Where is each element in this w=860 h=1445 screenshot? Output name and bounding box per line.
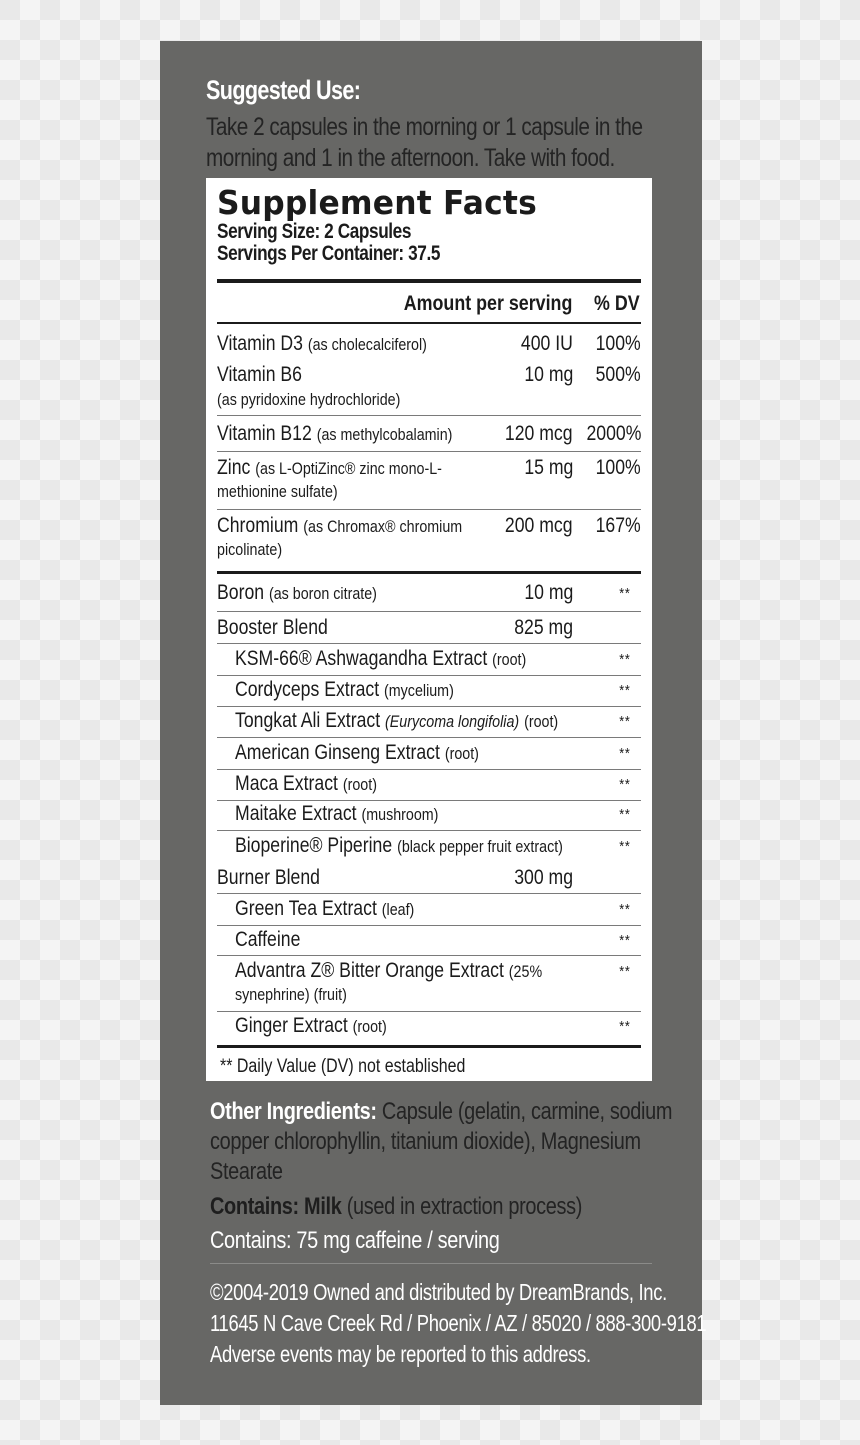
- ingredient-name: Maitake Extract: [235, 802, 357, 825]
- ingredient-name: Cordyceps Extract: [235, 678, 380, 701]
- nutrient-dv: 2000%: [586, 422, 641, 445]
- ingredient-note: (black pepper fruit extract): [397, 837, 563, 856]
- row-separator: [217, 925, 641, 926]
- ingredient-note-latin: (Eurycoma longifolia): [385, 712, 520, 731]
- nutrient-amount: 10 mg: [523, 581, 573, 604]
- nutrient-name: Vitamin B6: [217, 363, 302, 386]
- row-separator: [217, 643, 641, 644]
- nutrient-note: (as cholecalciferol): [307, 335, 427, 354]
- nutrient-name: Vitamin D3: [217, 332, 303, 355]
- nutrient-amount: 15 mg: [523, 456, 573, 479]
- suggested-use-line: morning and 1 in the afternoon. Take with food.: [206, 144, 615, 172]
- thick-rule: [217, 279, 641, 283]
- ingredient-note: (root): [352, 1017, 387, 1036]
- dv-footnote: ** Daily Value (DV) not established: [220, 1056, 466, 1077]
- ingredient-note: (root): [342, 775, 377, 794]
- nutrient-note: picolinate): [217, 540, 283, 559]
- nutrient-dv: 500%: [595, 363, 641, 386]
- header-dv: % DV: [594, 292, 640, 315]
- nutrient-amount: 10 mg: [523, 363, 573, 386]
- ingredient-dv: **: [619, 963, 631, 980]
- ingredient-note: (mushroom): [361, 805, 439, 824]
- ingredient-note: (leaf): [381, 900, 415, 919]
- row-separator: [217, 509, 641, 510]
- nutrient-name: Chromium: [217, 514, 299, 537]
- ingredient-dv: **: [619, 713, 631, 730]
- serving-size: Serving Size: 2 Capsules: [217, 220, 412, 243]
- suggested-use-line: Take 2 capsules in the morning or 1 capsule in the: [206, 113, 643, 141]
- other-ingredients-line: Stearate: [210, 1158, 283, 1185]
- nutrient-note: (as boron citrate): [268, 584, 377, 603]
- nutrient-name: Boron: [217, 581, 265, 604]
- suggested-use-title: Suggested Use:: [206, 75, 361, 105]
- blend-name: Burner Blend: [217, 866, 320, 889]
- row-separator: [217, 830, 641, 831]
- nutrient-dv: 167%: [595, 514, 641, 537]
- ingredient-dv: **: [619, 806, 631, 823]
- nutrient-dv: **: [619, 585, 631, 602]
- ingredient-name: Caffeine: [235, 928, 301, 951]
- contains-milk-text: (used in extraction process): [346, 1193, 583, 1220]
- ingredient-dv: **: [619, 745, 631, 762]
- header-rule: [217, 322, 641, 324]
- caffeine-line: Contains: 75 mg caffeine / serving: [210, 1227, 500, 1254]
- label-panel: [160, 41, 707, 1405]
- ingredient-name: American Ginseng Extract: [235, 741, 440, 764]
- ingredient-name: Maca Extract: [235, 772, 338, 795]
- ingredient-name: Ginger Extract: [235, 1014, 348, 1037]
- other-ingredients-line: [210, 1098, 672, 1126]
- ingredient-dv: **: [619, 776, 631, 793]
- blend-amount: 825 mg: [514, 616, 573, 639]
- nutrient-note: methionine sulfate): [217, 482, 338, 501]
- ingredient-name: Advantra Z® Bitter Orange Extract: [235, 959, 504, 982]
- ingredient-name: Tongkat Ali Extract: [235, 709, 381, 732]
- ingredient-note: (root): [524, 712, 559, 731]
- section-rule: [217, 571, 641, 574]
- row-separator: [217, 415, 641, 416]
- nutrient-amount: 200 mcg: [505, 514, 573, 537]
- legal-line: Adverse events may be reported to this address.: [210, 1341, 591, 1367]
- contains-milk-label: Contains: Milk: [210, 1193, 342, 1220]
- row-separator: [217, 1011, 641, 1012]
- supplement-facts-title: Supplement Facts: [217, 183, 537, 222]
- legal-divider: [210, 1263, 652, 1264]
- row-separator: [217, 955, 641, 956]
- nutrient-dv: 100%: [595, 456, 641, 479]
- ingredient-note: (25%: [508, 962, 543, 981]
- header-amount: Amount per serving: [403, 292, 572, 315]
- ingredient-dv: **: [619, 1018, 631, 1035]
- blend-amount: 300 mg: [514, 866, 573, 889]
- ingredient-dv: **: [619, 682, 631, 699]
- row-separator: [217, 893, 641, 894]
- supplement-facts-box: [206, 178, 652, 1081]
- row-separator: [217, 769, 641, 770]
- nutrient-note: (as methylcobalamin): [316, 425, 453, 444]
- ingredient-dv: **: [619, 838, 631, 855]
- servings-per-container: Servings Per Container: 37.5: [217, 242, 441, 265]
- other-ingredients-line: copper chlorophyllin, titanium dioxide), Magnesium: [210, 1128, 641, 1155]
- nutrient-name: Zinc: [217, 456, 251, 479]
- nutrient-note: (as L-OptiZinc® zinc mono-L-: [255, 459, 442, 478]
- row-separator: [217, 451, 641, 452]
- other-ingredients-label: Other Ingredients:: [210, 1098, 377, 1125]
- ingredient-name: Bioperine® Piperine: [235, 834, 393, 857]
- nutrient-amount: 120 mcg: [505, 422, 573, 445]
- blend-name: Booster Blend: [217, 616, 328, 639]
- row-separator: [217, 737, 641, 738]
- nutrient-dv: 100%: [595, 332, 641, 355]
- nutrient-note: (as Chromax® chromium: [303, 517, 463, 536]
- ingredient-dv: **: [619, 651, 631, 668]
- nutrient-name: Vitamin B12: [217, 422, 312, 445]
- ingredient-note: (mycelium): [384, 681, 454, 700]
- other-ingredients-text: Capsule (gelatin, carmine, sodium: [381, 1098, 673, 1125]
- row-separator: [217, 800, 641, 801]
- ingredient-dv: **: [619, 901, 631, 918]
- nutrient-amount: 400 IU: [521, 332, 573, 355]
- bottom-rule: [217, 1045, 641, 1048]
- legal-line: ©2004-2019 Owned and distributed by DreamBrands, Inc.: [210, 1279, 667, 1305]
- ingredient-note: synephrine) (fruit): [235, 985, 347, 1004]
- row-separator: [217, 675, 641, 676]
- ingredient-note: (root): [444, 744, 479, 763]
- ingredient-name: KSM-66® Ashwagandha Extract: [235, 647, 488, 670]
- contains-milk-line: [210, 1193, 582, 1221]
- ingredient-name: Green Tea Extract: [235, 897, 377, 920]
- row-separator: [217, 611, 641, 612]
- legal-line: 11645 N Cave Creek Rd / Phoenix / AZ / 85020 / 888-300-9181: [210, 1310, 707, 1336]
- ingredient-note: (root): [492, 650, 527, 669]
- nutrient-note: (as pyridoxine hydrochloride): [217, 390, 401, 409]
- row-separator: [217, 706, 641, 707]
- ingredient-dv: **: [619, 932, 631, 949]
